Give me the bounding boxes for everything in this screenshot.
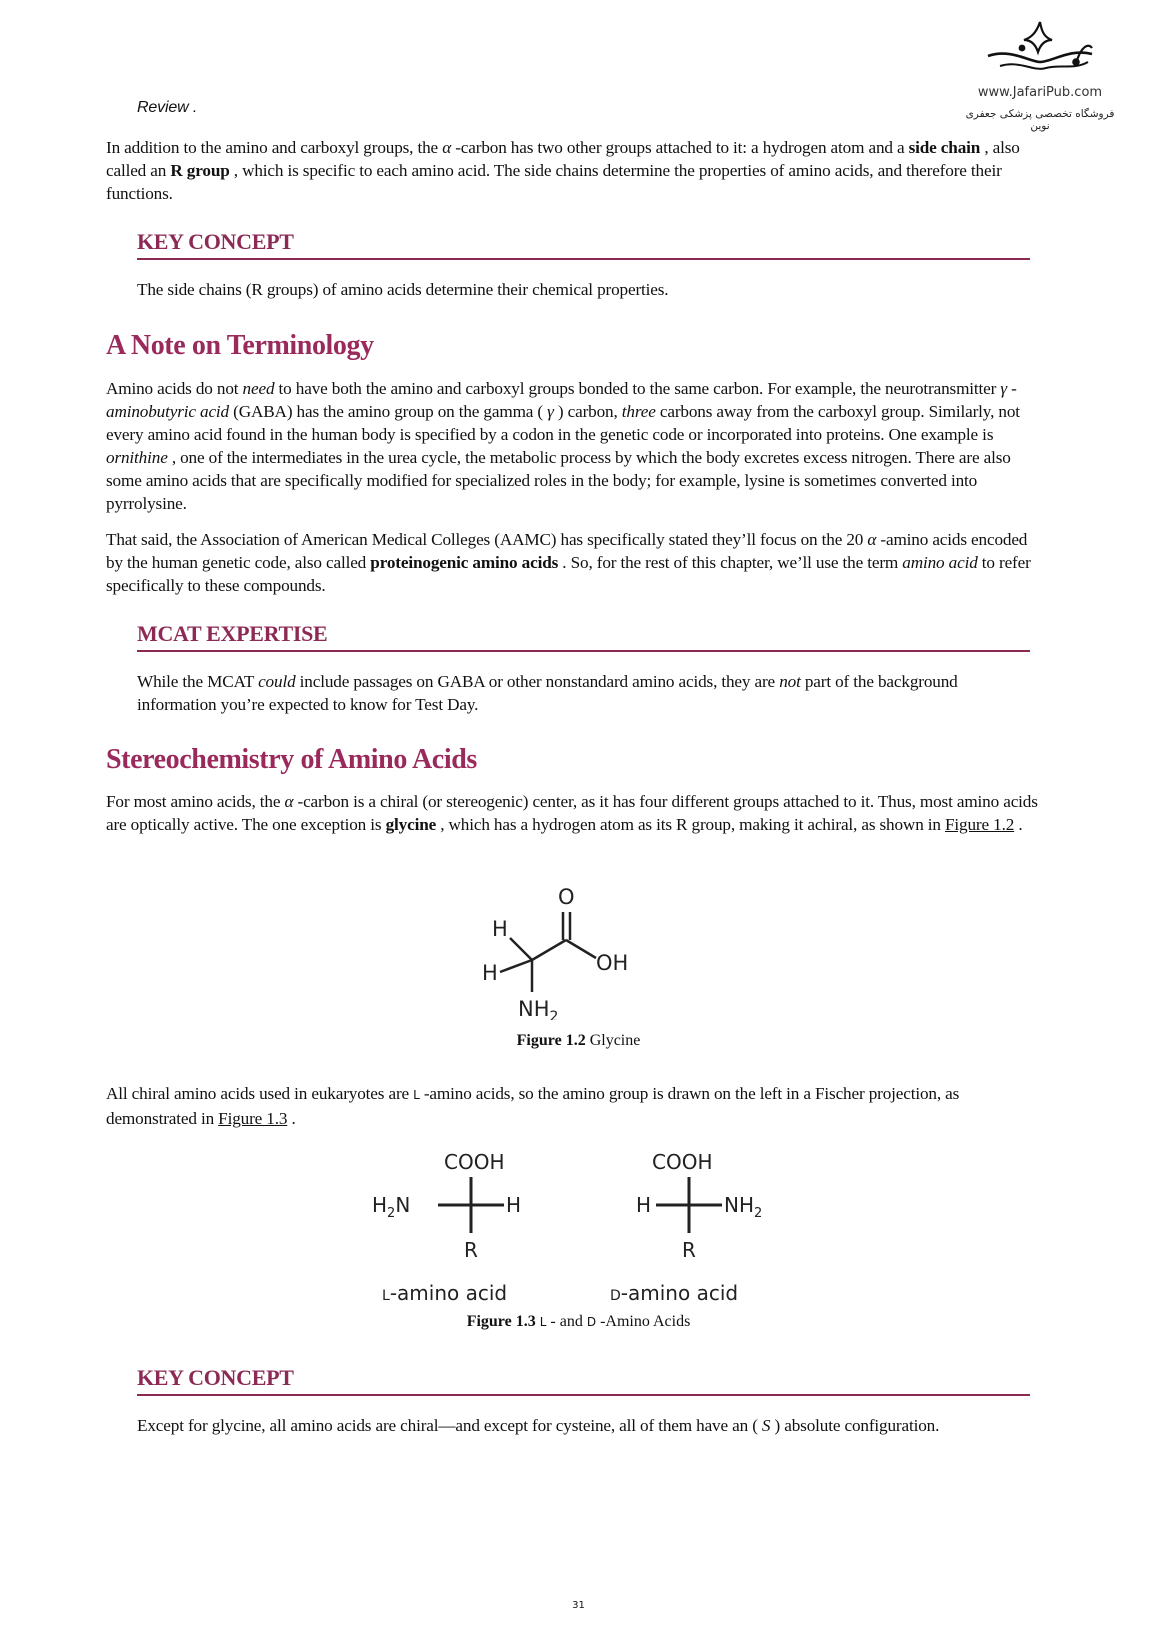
text: -carbon has two other groups attached to it: a hydrogen atom and a	[451, 138, 909, 157]
fischer-projection-figure	[360, 1145, 780, 1310]
text: to refer specifically to these compounds.	[106, 553, 1031, 595]
emphasis: not	[779, 672, 801, 691]
stereochem-paragraph-1	[106, 790, 1046, 836]
emphasis: three	[621, 402, 656, 421]
key-concept-heading-2: KEY CONCEPT	[137, 1365, 1030, 1396]
text: .	[287, 1109, 296, 1128]
oxygen-atom: O	[558, 885, 575, 909]
carboxyl-group: COOH	[652, 1150, 713, 1174]
label-text: -amino acid	[620, 1281, 739, 1305]
text: Except for glycine, all amino acids are chiral—and except for cysteine, all of them have an (	[137, 1416, 762, 1435]
text: . So, for the rest of this chapter, we’ll use the term	[558, 553, 903, 572]
l-amino-acid-structure	[372, 1150, 521, 1305]
small-caps-d: D	[586, 1315, 597, 1329]
bond-line	[510, 938, 532, 960]
text: , which is specific to each amino acid. The side chains determine the properties of amino acids, and therefore their functions.	[106, 161, 1002, 203]
l-amino-acid-label	[382, 1281, 507, 1305]
mcat-expertise-text	[137, 670, 1037, 716]
bond-line	[532, 940, 566, 960]
term-glycine: glycine	[385, 815, 437, 834]
caption-label: Figure 1.2	[516, 1032, 586, 1049]
intro-paragraph	[106, 136, 1046, 205]
text: That said, the Association of American Medical Colleges (AAMC) has specifically stated they’ll focus on the 20	[106, 530, 868, 549]
hydrogen-atom: H	[482, 961, 498, 985]
caption-label: Figure 1.3	[466, 1313, 536, 1330]
amino-h: H	[372, 1193, 388, 1217]
text: .	[1014, 815, 1023, 834]
figure-1-3-link[interactable]: Figure 1.3	[218, 1109, 288, 1128]
caption-text: Glycine	[585, 1032, 641, 1049]
key-concept-heading: KEY CONCEPT	[137, 229, 1030, 260]
logo-tagline: فروشگاه تخصصی پزشکی جعفری نوین	[965, 108, 1115, 132]
amino-group	[724, 1193, 762, 1221]
text: For most amino acids, the	[106, 792, 285, 811]
alpha-symbol: α	[284, 792, 294, 811]
figure-1-3-caption	[0, 1313, 1157, 1331]
d-amino-acid-structure	[610, 1150, 762, 1305]
bond-line	[500, 960, 532, 972]
amino-main: NH	[518, 997, 550, 1020]
text: Amino acids do not	[106, 379, 243, 398]
text: -amino acids encoded by the human genetic code, also called	[106, 530, 1028, 572]
terminology-paragraph-1	[106, 377, 1046, 515]
term-r-group: R group	[170, 161, 230, 180]
text: , which has a hydrogen atom as its R group, making it achiral, as shown in	[436, 815, 946, 834]
amino-nh: NH	[724, 1193, 754, 1217]
text: -amino acids, so the amino group is drawn on the left in a Fischer projection, as demonstrated in	[106, 1084, 960, 1128]
figure-1-2-link[interactable]: Figure 1.2	[945, 815, 1015, 834]
amino-subscript: 2	[549, 1009, 559, 1020]
text: part of the background information you’re expected to know for Test Day.	[137, 672, 958, 714]
key-concept-text-2	[137, 1414, 1037, 1437]
terminology-paragraph-2	[106, 528, 1046, 597]
emphasis: could	[258, 672, 296, 691]
key-concept-text: The side chains (R groups) of amino acids determine their chemical properties.	[137, 280, 669, 299]
text: include passages on GABA or other nonstandard amino acids, they are	[295, 672, 780, 691]
calligraphy-logo-icon	[980, 18, 1100, 80]
amino-group	[372, 1193, 410, 1221]
label-text: -amino acid	[389, 1281, 508, 1305]
alpha-symbol: α	[867, 530, 877, 549]
section-heading-terminology: A Note on Terminology	[106, 330, 374, 361]
text: , one of the intermediates in the urea cycle, the metabolic process by which the body excretes excess nitrogen. There are also some amino acids that are specifically modified for specialized roles in the body; for example, lysine is sometimes converted into pyrrolysine.	[106, 448, 1011, 513]
hydrogen-atom: H	[492, 917, 508, 941]
amino-subscript: 2	[754, 1206, 763, 1221]
review-fragment: Review .	[137, 99, 198, 116]
text: - and	[546, 1313, 587, 1330]
bond-line	[566, 940, 596, 958]
stereochem-paragraph-2	[106, 1082, 1046, 1130]
text: carbons away from the carboxyl group. Similarly, not every amino acid found in the human body is specified by a codon in the genetic code or incorporated into proteins. One example is	[106, 402, 1020, 444]
emphasis: γ -aminobutyric acid	[106, 379, 1017, 421]
term-proteinogenic: proteinogenic amino acids	[370, 553, 559, 572]
carboxyl-group: COOH	[444, 1150, 505, 1174]
small-caps-l: L	[382, 1288, 390, 1304]
d-amino-acid-label	[610, 1281, 738, 1305]
hydroxyl-group: OH	[596, 951, 629, 975]
text: All chiral amino acids used in eukaryotes are	[106, 1084, 414, 1103]
emphasis: S	[761, 1416, 771, 1435]
amino-subscript: 2	[387, 1206, 396, 1221]
gamma-symbol: γ	[547, 402, 554, 421]
text: to have both the amino and carboxyl groups bonded to the same carbon. For example, the neurotransmitter	[274, 379, 1001, 398]
text: -carbon is a chiral (or stereogenic) center, as it has four different groups attached to it. Thus, most amino acids are optically active. The one exception is	[106, 792, 1038, 834]
section-heading-stereochemistry: Stereochemistry of Amino Acids	[106, 744, 477, 775]
r-group: R	[682, 1238, 696, 1262]
small-caps-d: D	[610, 1288, 621, 1304]
alpha-symbol: α	[442, 138, 452, 157]
text: (GABA) has the amino group on the gamma (	[229, 402, 548, 421]
text: , also called an	[106, 138, 1020, 180]
hydrogen-atom: H	[636, 1193, 652, 1217]
small-caps-l: L	[539, 1315, 547, 1329]
text: In addition to the amino and carboxyl groups, the	[106, 138, 443, 157]
page-number: 31	[572, 1600, 585, 1611]
text: -Amino Acids	[596, 1313, 691, 1330]
emphasis: need	[242, 379, 275, 398]
glycine-structure-figure	[470, 880, 670, 1020]
amino-group	[518, 997, 558, 1020]
logo-url: www.JafariPub.com	[977, 85, 1103, 100]
amino-n: N	[395, 1193, 411, 1217]
text: ) absolute configuration.	[770, 1416, 940, 1435]
emphasis: amino acid	[902, 553, 978, 572]
mcat-expertise-heading: MCAT EXPERTISE	[137, 621, 1030, 652]
figure-1-2-caption	[0, 1032, 1157, 1050]
emphasis: ornithine	[106, 448, 168, 467]
text: While the MCAT	[137, 672, 259, 691]
hydrogen-atom: H	[506, 1193, 522, 1217]
text: ) carbon,	[553, 402, 622, 421]
r-group: R	[464, 1238, 478, 1262]
small-caps-l: L	[413, 1088, 420, 1102]
term-side-chain: side chain	[908, 138, 981, 157]
